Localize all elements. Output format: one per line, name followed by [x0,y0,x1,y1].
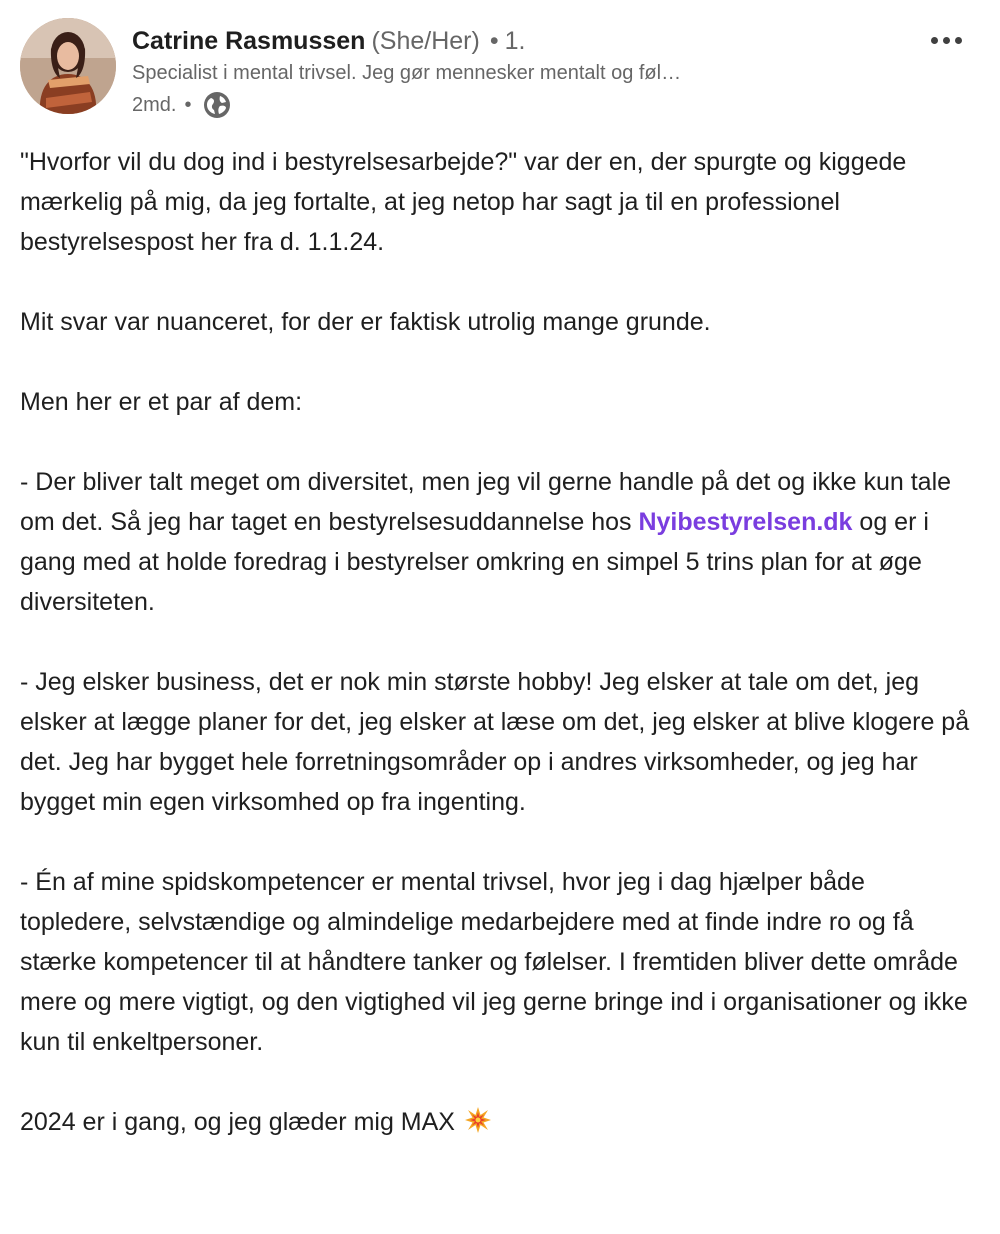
post-paragraph: Men her er et par af dem: [20,388,303,416]
separator-dot: • [489,27,499,55]
post-paragraph: - Jeg elsker business, det er nok min største hobby! Jeg elsker at tale om det, jeg elsker at lægge planer for det, jeg elsker at læse om det, jeg elsker at blive klogere på det. Jeg har bygget hele forretningsområder op i andres virksomheder, og jeg har bygget min egen virksomhed op fra ingenting. [20,668,970,816]
post-time: 2md. [132,94,177,116]
more-options-icon [943,37,950,44]
author-name[interactable]: Catrine Rasmussen [132,27,366,55]
post-header [20,18,980,128]
author-name-line [132,24,852,58]
author-pronouns: (She/Her) [371,27,480,55]
author-headline: Specialist i mental trivsel. Jeg gør mennesker mentalt og føl… [132,62,682,84]
company-link[interactable]: Nyibestyrelsen.dk [638,508,853,536]
post-text: - Der bliver talt meget om diversitet, men jeg vil gerne handle på det og ikke kun tale om det. Så jeg har taget en bestyrelsesuddannelse hos [20,468,952,536]
post-text: og er i gang med at holde foredrag i bestyrelser omkring en simpel 5 trins plan for at øge diversiteten. [20,508,929,616]
more-options-icon [955,37,962,44]
post-paragraph: - Én af mine spidskompetencer er mental trivsel, hvor jeg i dag hjælper både topledere, selvstændige og almindelige medarbejdere med at finde indre ro og få stærke kompetencer til at håndtere tanker og følelser. I fremtiden bliver dette område mere og mere vigtigt, og den vigtighed vil jeg gerne bringe ind i organisationer og ikke kun til enkeltpersoner. [20,868,968,1056]
post-paragraph: "Hvorfor vil du dog ind i bestyrelsesarbejde?" var der en, der spurgte og kiggede mærkelig på mig, da jeg fortalte, at jeg netop har sagt ja til en professionel bestyrelsespost her fra d. 1.1.24. [20,148,907,256]
post-body [20,142,980,1142]
collision-icon [464,1106,492,1134]
post-paragraph-with-link [20,462,980,622]
post-text: 2024 er i gang, og jeg glæder mig MAX [20,1108,455,1136]
connection-degree: 1. [504,27,526,55]
post-paragraph-last [20,1102,980,1142]
time-separator: • [184,94,192,116]
more-options-button[interactable] [922,26,970,54]
avatar-photo-icon [20,18,116,114]
globe-icon [203,91,231,119]
post-time-line [132,88,852,122]
avatar[interactable] [20,18,116,114]
more-options-icon [931,37,938,44]
post-paragraph: Mit svar var nuanceret, for der er faktisk utrolig mange grunde. [20,308,711,336]
author-meta [132,24,852,122]
